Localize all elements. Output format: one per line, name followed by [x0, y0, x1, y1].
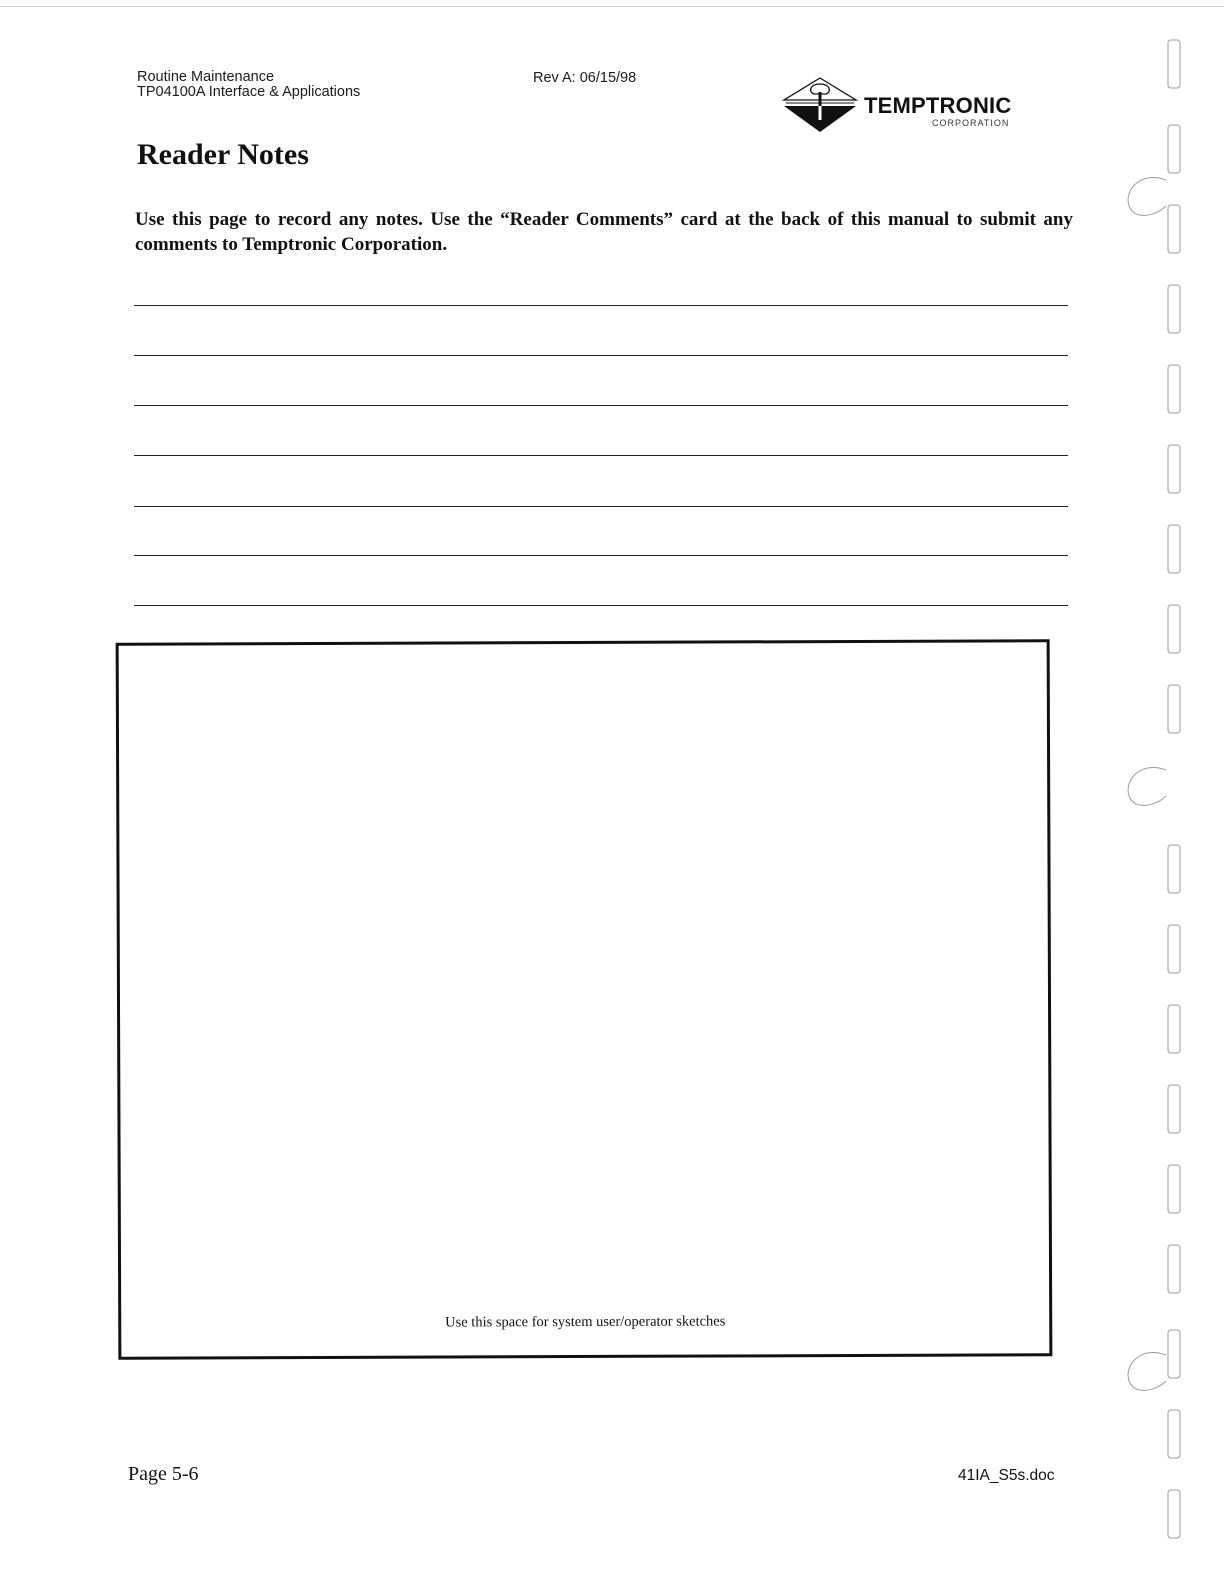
binder-holes-icon	[1100, 30, 1210, 1560]
sketch-caption: Use this space for system user/operator sketches	[445, 1313, 726, 1331]
note-line	[134, 355, 1068, 356]
temptronic-emblem-icon	[780, 76, 860, 136]
note-line	[134, 405, 1068, 406]
logo-name: TEMPTRONIC	[864, 93, 1012, 118]
note-line	[134, 506, 1068, 507]
page-number: Page 5-6	[128, 1463, 199, 1485]
logo-subtitle: CORPORATION	[932, 118, 1010, 128]
page-title: Reader Notes	[137, 138, 309, 171]
header-document: TP04100A Interface & Applications	[137, 84, 361, 100]
revision-label: Rev A: 06/15/98	[533, 70, 637, 86]
intro-paragraph: Use this page to record any notes. Use the “Reader Comments” card at the back of this manual to submit any comments to Temptronic Corporation.	[135, 209, 1073, 255]
note-line	[134, 455, 1068, 456]
note-line	[134, 305, 1068, 306]
scan-edge-rule	[0, 6, 1224, 7]
running-header	[137, 70, 360, 100]
footer-filename: 41IA_S5s.doc	[958, 1467, 1055, 1484]
temptronic-logo	[780, 76, 1040, 136]
note-line	[134, 605, 1068, 606]
note-line	[134, 555, 1068, 556]
sketch-area	[116, 639, 1053, 1360]
header-section: Routine Maintenance	[137, 69, 275, 85]
